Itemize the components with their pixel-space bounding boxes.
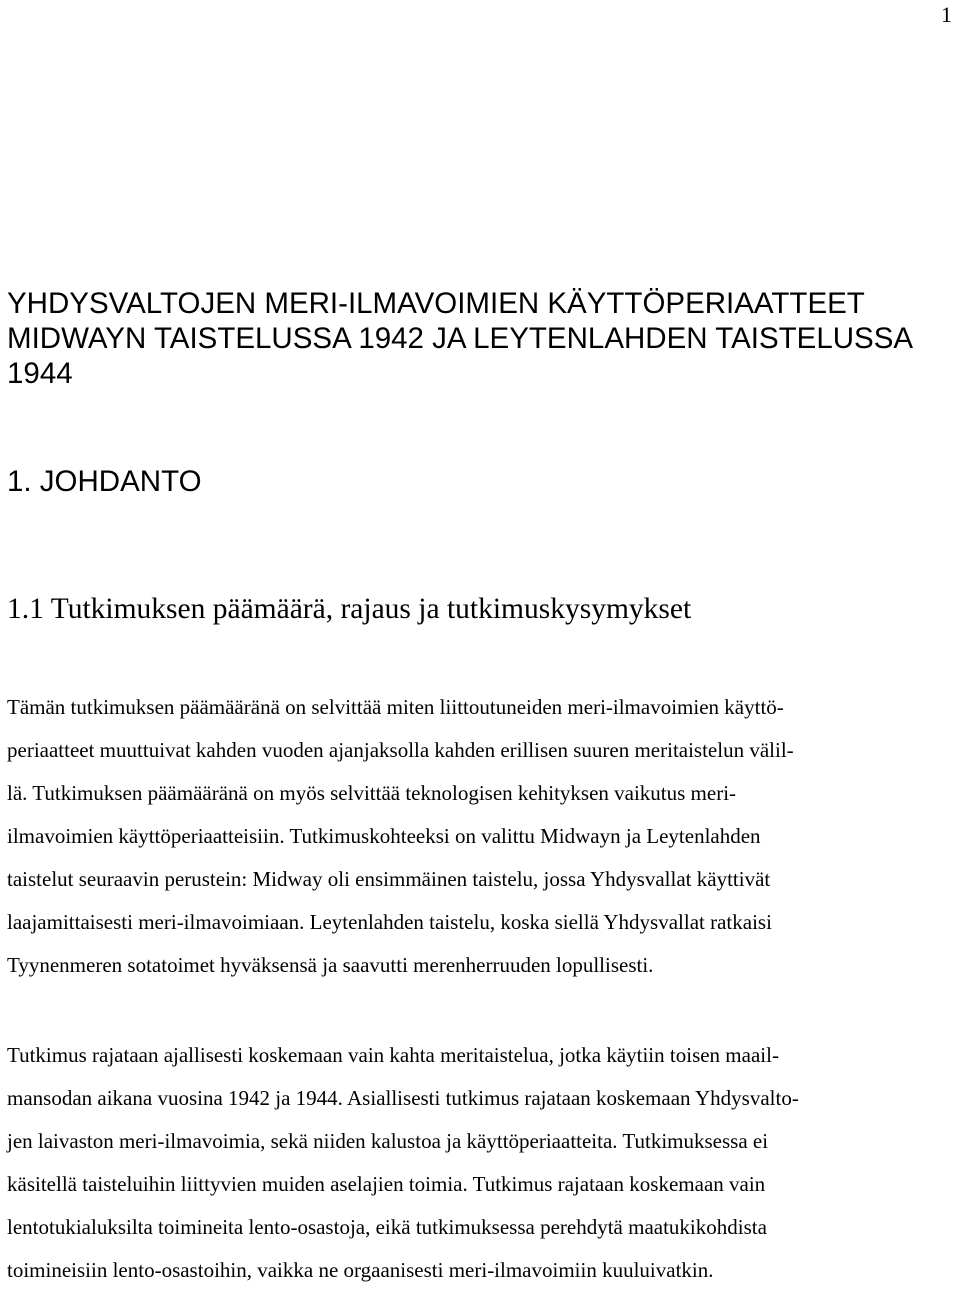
paragraph-line: lentotukialuksilta toimineita lento-osastoja, eikä tutkimuksessa perehdytä maatukikohdista <box>7 1215 767 1239</box>
paragraph-line: jen laivaston meri-ilmavoimia, sekä niiden kalustoa ja käyttöperiaatteita. Tutkimuksessa ei <box>7 1129 769 1153</box>
section-heading: 1.1 Tutkimuksen päämäärä, rajaus ja tutkimuskysymykset <box>7 593 692 625</box>
paragraph-line: mansodan aikana vuosina 1942 ja 1944. Asiallisesti tutkimus rajataan koskemaan Yhdysvalto- <box>7 1086 799 1110</box>
paragraph-line: Tutkimus rajataan ajallisesti koskemaan vain kahta meritaistelua, jotka käytiin toisen maail- <box>7 1043 779 1067</box>
paragraph-line: periaatteet muuttuivat kahden vuoden ajanjaksolla kahden erillisen suuren meritaistelun välil- <box>7 738 794 762</box>
paragraph-line: käsitellä taisteluihin liittyvien muiden aselajien toimia. Tutkimus rajataan koskemaan vain <box>7 1172 766 1196</box>
paragraph-line: taistelut seuraavin perustein: Midway oli ensimmäinen taistelu, jossa Yhdysvallat käyttivät <box>7 867 771 891</box>
page-number: 1 <box>941 2 952 27</box>
paragraph-purpose <box>7 692 955 993</box>
paragraph-line: toimineisiin lento-osastoihin, vaikka ne orgaanisesti meri-ilmavoimiin kuuluivatkin. <box>7 1258 714 1282</box>
document-title <box>7 286 952 391</box>
paragraph-line: Tämän tutkimuksen päämääränä on selvittää miten liittoutuneiden meri-ilmavoimien käyttö- <box>7 695 784 719</box>
paragraph-line: Tyynenmeren sotatoimet hyväksensä ja saavutti merenherruuden lopullisesti. <box>7 953 654 977</box>
paragraph-line: lä. Tutkimuksen päämääränä on myös selvittää teknologisen kehityksen vaikutus meri- <box>7 781 737 805</box>
paragraph-line: laajamittaisesti meri-ilmavoimiaan. Leytenlahden taistelu, koska siellä Yhdysvallat ratkaisi <box>7 910 772 934</box>
document-title-line: YHDYSVALTOJEN MERI-ILMAVOIMIEN KÄYTTÖPERIAATTEET <box>7 287 865 320</box>
paragraph-scope <box>7 1040 955 1298</box>
paragraph-line: ilmavoimien käyttöperiaatteisiin. Tutkimuskohteeksi on valittu Midwayn ja Leytenlahden <box>7 824 761 848</box>
document-title-line: 1944 <box>7 357 73 390</box>
document-title-line: MIDWAYN TAISTELUSSA 1942 JA LEYTENLAHDEN TAISTELUSSA <box>7 322 914 355</box>
chapter-heading: 1. JOHDANTO <box>7 465 202 498</box>
